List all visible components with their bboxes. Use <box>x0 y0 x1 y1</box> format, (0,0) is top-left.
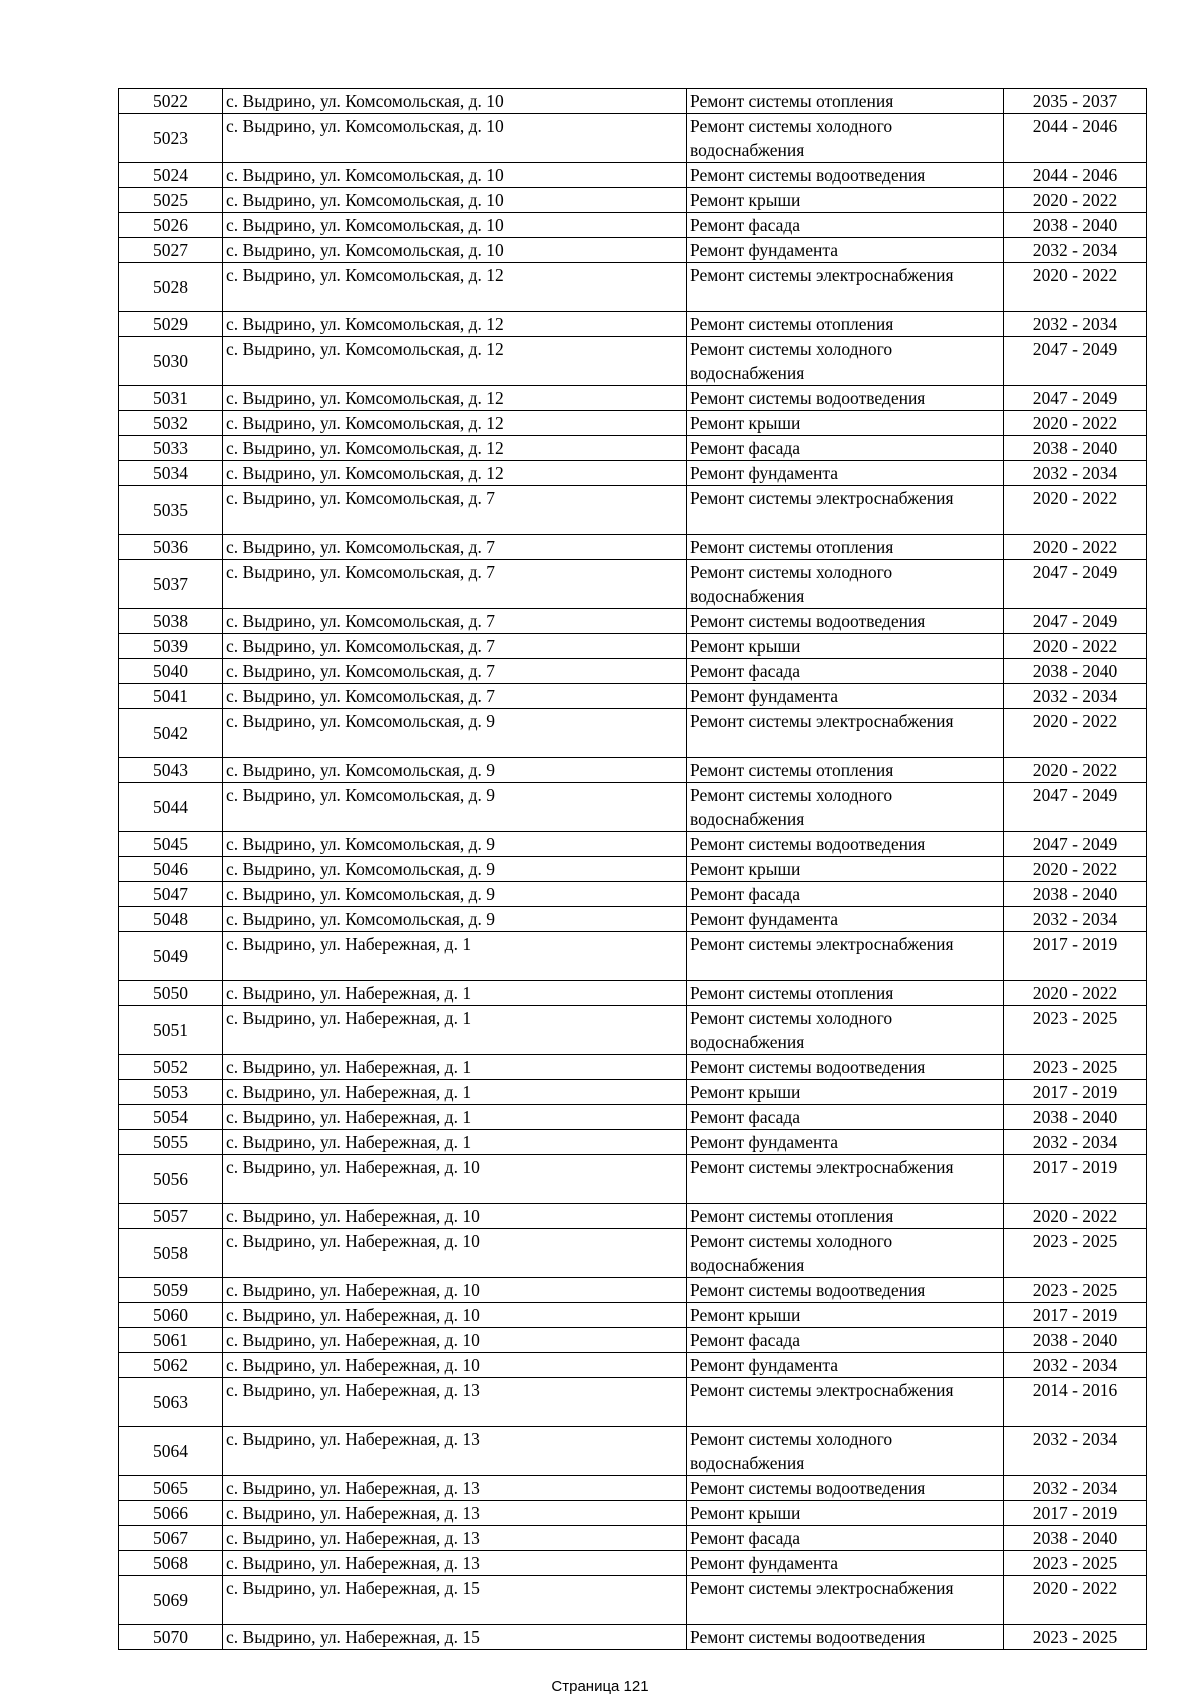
table-row <box>119 634 1147 659</box>
period-cell: 2032 - 2034 <box>1004 312 1147 337</box>
address-cell: с. Выдрино, ул. Набережная, д. 10 <box>223 1204 687 1229</box>
address-cell: с. Выдрино, ул. Комсомольская, д. 9 <box>223 907 687 932</box>
row-number-cell: 5049 <box>119 932 223 981</box>
table-row <box>119 1229 1147 1278</box>
row-number-cell: 5043 <box>119 758 223 783</box>
row-number-cell: 5044 <box>119 783 223 832</box>
period-cell: 2032 - 2034 <box>1004 684 1147 709</box>
period-cell: 2023 - 2025 <box>1004 1625 1147 1650</box>
period-cell: 2020 - 2022 <box>1004 758 1147 783</box>
address-cell: с. Выдрино, ул. Набережная, д. 1 <box>223 1080 687 1105</box>
address-cell: с. Выдрино, ул. Комсомольская, д. 7 <box>223 486 687 535</box>
address-cell: с. Выдрино, ул. Комсомольская, д. 10 <box>223 89 687 114</box>
period-cell: 2047 - 2049 <box>1004 783 1147 832</box>
table-row <box>119 857 1147 882</box>
work-type-cell: Ремонт системы отопления <box>687 1204 1004 1229</box>
row-number-cell: 5022 <box>119 89 223 114</box>
work-type-cell: Ремонт фундамента <box>687 238 1004 263</box>
period-cell: 2020 - 2022 <box>1004 981 1147 1006</box>
work-type-cell: Ремонт фасада <box>687 1526 1004 1551</box>
address-cell: с. Выдрино, ул. Комсомольская, д. 9 <box>223 709 687 758</box>
work-type-cell: Ремонт системы водоотведения <box>687 386 1004 411</box>
period-cell: 2038 - 2040 <box>1004 1328 1147 1353</box>
address-cell: с. Выдрино, ул. Набережная, д. 1 <box>223 1130 687 1155</box>
row-number-cell: 5052 <box>119 1055 223 1080</box>
row-number-cell: 5050 <box>119 981 223 1006</box>
row-number-cell: 5042 <box>119 709 223 758</box>
period-cell: 2020 - 2022 <box>1004 486 1147 535</box>
work-type-cell: Ремонт системы отопления <box>687 89 1004 114</box>
address-cell: с. Выдрино, ул. Набережная, д. 1 <box>223 1105 687 1130</box>
table-row <box>119 832 1147 857</box>
work-type-cell: Ремонт системы холодного водоснабжения <box>687 337 1004 386</box>
address-cell: с. Выдрино, ул. Комсомольская, д. 10 <box>223 163 687 188</box>
work-type-cell: Ремонт системы отопления <box>687 312 1004 337</box>
period-cell: 2020 - 2022 <box>1004 411 1147 436</box>
period-cell: 2047 - 2049 <box>1004 560 1147 609</box>
work-type-cell: Ремонт системы холодного водоснабжения <box>687 1229 1004 1278</box>
row-number-cell: 5025 <box>119 188 223 213</box>
period-cell: 2020 - 2022 <box>1004 709 1147 758</box>
period-cell: 2038 - 2040 <box>1004 659 1147 684</box>
address-cell: с. Выдрино, ул. Набережная, д. 1 <box>223 1055 687 1080</box>
row-number-cell: 5038 <box>119 609 223 634</box>
table-row <box>119 1155 1147 1204</box>
period-cell: 2017 - 2019 <box>1004 1501 1147 1526</box>
table-body <box>119 89 1147 1650</box>
table-row <box>119 783 1147 832</box>
period-cell: 2044 - 2046 <box>1004 163 1147 188</box>
table-row <box>119 1055 1147 1080</box>
work-type-cell: Ремонт системы холодного водоснабжения <box>687 783 1004 832</box>
table-row <box>119 709 1147 758</box>
table-row <box>119 932 1147 981</box>
table-row <box>119 1476 1147 1501</box>
work-type-cell: Ремонт системы электроснабжения <box>687 263 1004 312</box>
table-row <box>119 1105 1147 1130</box>
repair-schedule-table <box>118 88 1147 1650</box>
row-number-cell: 5046 <box>119 857 223 882</box>
address-cell: с. Выдрино, ул. Комсомольская, д. 9 <box>223 857 687 882</box>
work-type-cell: Ремонт фундамента <box>687 1130 1004 1155</box>
address-cell: с. Выдрино, ул. Комсомольская, д. 12 <box>223 436 687 461</box>
table-row <box>119 907 1147 932</box>
period-cell: 2038 - 2040 <box>1004 1526 1147 1551</box>
address-cell: с. Выдрино, ул. Комсомольская, д. 7 <box>223 560 687 609</box>
row-number-cell: 5069 <box>119 1576 223 1625</box>
period-cell: 2017 - 2019 <box>1004 1155 1147 1204</box>
work-type-cell: Ремонт системы электроснабжения <box>687 1576 1004 1625</box>
address-cell: с. Выдрино, ул. Набережная, д. 1 <box>223 1006 687 1055</box>
row-number-cell: 5064 <box>119 1427 223 1476</box>
address-cell: с. Выдрино, ул. Комсомольская, д. 10 <box>223 213 687 238</box>
work-type-cell: Ремонт крыши <box>687 188 1004 213</box>
row-number-cell: 5026 <box>119 213 223 238</box>
row-number-cell: 5063 <box>119 1378 223 1427</box>
row-number-cell: 5027 <box>119 238 223 263</box>
row-number-cell: 5067 <box>119 1526 223 1551</box>
work-type-cell: Ремонт фасада <box>687 659 1004 684</box>
table-row <box>119 684 1147 709</box>
address-cell: с. Выдрино, ул. Набережная, д. 10 <box>223 1155 687 1204</box>
period-cell: 2020 - 2022 <box>1004 535 1147 560</box>
table-row <box>119 163 1147 188</box>
address-cell: с. Выдрино, ул. Комсомольская, д. 12 <box>223 386 687 411</box>
period-cell: 2020 - 2022 <box>1004 1576 1147 1625</box>
table-row <box>119 436 1147 461</box>
work-type-cell: Ремонт фасада <box>687 882 1004 907</box>
work-type-cell: Ремонт фасада <box>687 436 1004 461</box>
table-row <box>119 188 1147 213</box>
table-row <box>119 238 1147 263</box>
period-cell: 2032 - 2034 <box>1004 1130 1147 1155</box>
address-cell: с. Выдрино, ул. Комсомольская, д. 10 <box>223 238 687 263</box>
row-number-cell: 5041 <box>119 684 223 709</box>
table-row <box>119 1278 1147 1303</box>
work-type-cell: Ремонт фундамента <box>687 684 1004 709</box>
row-number-cell: 5045 <box>119 832 223 857</box>
period-cell: 2023 - 2025 <box>1004 1006 1147 1055</box>
period-cell: 2038 - 2040 <box>1004 882 1147 907</box>
work-type-cell: Ремонт крыши <box>687 1080 1004 1105</box>
table-row <box>119 1080 1147 1105</box>
period-cell: 2032 - 2034 <box>1004 461 1147 486</box>
period-cell: 2023 - 2025 <box>1004 1055 1147 1080</box>
table-row <box>119 1204 1147 1229</box>
table-row <box>119 213 1147 238</box>
work-type-cell: Ремонт системы водоотведения <box>687 1476 1004 1501</box>
address-cell: с. Выдрино, ул. Комсомольская, д. 12 <box>223 263 687 312</box>
period-cell: 2038 - 2040 <box>1004 436 1147 461</box>
work-type-cell: Ремонт системы отопления <box>687 981 1004 1006</box>
row-number-cell: 5060 <box>119 1303 223 1328</box>
work-type-cell: Ремонт фундамента <box>687 461 1004 486</box>
table-row <box>119 659 1147 684</box>
table-row <box>119 560 1147 609</box>
row-number-cell: 5034 <box>119 461 223 486</box>
period-cell: 2038 - 2040 <box>1004 213 1147 238</box>
period-cell: 2020 - 2022 <box>1004 634 1147 659</box>
address-cell: с. Выдрино, ул. Набережная, д. 10 <box>223 1303 687 1328</box>
period-cell: 2032 - 2034 <box>1004 1353 1147 1378</box>
row-number-cell: 5053 <box>119 1080 223 1105</box>
work-type-cell: Ремонт системы электроснабжения <box>687 1378 1004 1427</box>
address-cell: с. Выдрино, ул. Набережная, д. 13 <box>223 1427 687 1476</box>
work-type-cell: Ремонт системы электроснабжения <box>687 709 1004 758</box>
address-cell: с. Выдрино, ул. Комсомольская, д. 10 <box>223 114 687 163</box>
work-type-cell: Ремонт фундамента <box>687 907 1004 932</box>
work-type-cell: Ремонт крыши <box>687 857 1004 882</box>
table-row <box>119 1378 1147 1427</box>
table-row <box>119 486 1147 535</box>
period-cell: 2047 - 2049 <box>1004 609 1147 634</box>
address-cell: с. Выдрино, ул. Комсомольская, д. 12 <box>223 411 687 436</box>
address-cell: с. Выдрино, ул. Комсомольская, д. 12 <box>223 337 687 386</box>
address-cell: с. Выдрино, ул. Набережная, д. 10 <box>223 1229 687 1278</box>
period-cell: 2020 - 2022 <box>1004 263 1147 312</box>
address-cell: с. Выдрино, ул. Набережная, д. 1 <box>223 932 687 981</box>
period-cell: 2047 - 2049 <box>1004 337 1147 386</box>
table-row <box>119 89 1147 114</box>
work-type-cell: Ремонт системы электроснабжения <box>687 1155 1004 1204</box>
table-row <box>119 263 1147 312</box>
period-cell: 2032 - 2034 <box>1004 1476 1147 1501</box>
address-cell: с. Выдрино, ул. Набережная, д. 10 <box>223 1278 687 1303</box>
period-cell: 2023 - 2025 <box>1004 1551 1147 1576</box>
address-cell: с. Выдрино, ул. Набережная, д. 15 <box>223 1625 687 1650</box>
address-cell: с. Выдрино, ул. Набережная, д. 13 <box>223 1551 687 1576</box>
row-number-cell: 5047 <box>119 882 223 907</box>
work-type-cell: Ремонт системы отопления <box>687 535 1004 560</box>
work-type-cell: Ремонт крыши <box>687 411 1004 436</box>
address-cell: с. Выдрино, ул. Комсомольская, д. 7 <box>223 684 687 709</box>
table-row <box>119 1625 1147 1650</box>
period-cell: 2017 - 2019 <box>1004 1080 1147 1105</box>
work-type-cell: Ремонт системы водоотведения <box>687 1278 1004 1303</box>
work-type-cell: Ремонт системы отопления <box>687 758 1004 783</box>
row-number-cell: 5033 <box>119 436 223 461</box>
table-row <box>119 337 1147 386</box>
address-cell: с. Выдрино, ул. Комсомольская, д. 7 <box>223 634 687 659</box>
period-cell: 2047 - 2049 <box>1004 832 1147 857</box>
table-row <box>119 981 1147 1006</box>
period-cell: 2035 - 2037 <box>1004 89 1147 114</box>
address-cell: с. Выдрино, ул. Набережная, д. 13 <box>223 1378 687 1427</box>
period-cell: 2023 - 2025 <box>1004 1229 1147 1278</box>
page-footer: Страница 121 <box>551 1678 649 1695</box>
work-type-cell: Ремонт фундамента <box>687 1551 1004 1576</box>
address-cell: с. Выдрино, ул. Набережная, д. 15 <box>223 1576 687 1625</box>
work-type-cell: Ремонт фундамента <box>687 1353 1004 1378</box>
table-row <box>119 1576 1147 1625</box>
table-row <box>119 1501 1147 1526</box>
table-row <box>119 312 1147 337</box>
row-number-cell: 5035 <box>119 486 223 535</box>
table-row <box>119 882 1147 907</box>
address-cell: с. Выдрино, ул. Набережная, д. 13 <box>223 1526 687 1551</box>
row-number-cell: 5036 <box>119 535 223 560</box>
address-cell: с. Выдрино, ул. Комсомольская, д. 7 <box>223 609 687 634</box>
row-number-cell: 5068 <box>119 1551 223 1576</box>
address-cell: с. Выдрино, ул. Комсомольская, д. 12 <box>223 461 687 486</box>
row-number-cell: 5054 <box>119 1105 223 1130</box>
row-number-cell: 5051 <box>119 1006 223 1055</box>
row-number-cell: 5061 <box>119 1328 223 1353</box>
row-number-cell: 5056 <box>119 1155 223 1204</box>
period-cell: 2020 - 2022 <box>1004 1204 1147 1229</box>
row-number-cell: 5048 <box>119 907 223 932</box>
row-number-cell: 5023 <box>119 114 223 163</box>
table-row <box>119 1551 1147 1576</box>
table-row <box>119 1526 1147 1551</box>
period-cell: 2020 - 2022 <box>1004 188 1147 213</box>
table-row <box>119 461 1147 486</box>
row-number-cell: 5057 <box>119 1204 223 1229</box>
row-number-cell: 5065 <box>119 1476 223 1501</box>
period-cell: 2032 - 2034 <box>1004 1427 1147 1476</box>
row-number-cell: 5029 <box>119 312 223 337</box>
address-cell: с. Выдрино, ул. Комсомольская, д. 7 <box>223 659 687 684</box>
address-cell: с. Выдрино, ул. Набережная, д. 1 <box>223 981 687 1006</box>
row-number-cell: 5059 <box>119 1278 223 1303</box>
table-row <box>119 535 1147 560</box>
row-number-cell: 5037 <box>119 560 223 609</box>
period-cell: 2044 - 2046 <box>1004 114 1147 163</box>
table-row <box>119 386 1147 411</box>
period-cell: 2017 - 2019 <box>1004 1303 1147 1328</box>
period-cell: 2032 - 2034 <box>1004 907 1147 932</box>
address-cell: с. Выдрино, ул. Комсомольская, д. 12 <box>223 312 687 337</box>
table-row <box>119 758 1147 783</box>
work-type-cell: Ремонт системы электроснабжения <box>687 932 1004 981</box>
period-cell: 2038 - 2040 <box>1004 1105 1147 1130</box>
address-cell: с. Выдрино, ул. Комсомольская, д. 9 <box>223 783 687 832</box>
period-cell: 2017 - 2019 <box>1004 932 1147 981</box>
table-row <box>119 1353 1147 1378</box>
work-type-cell: Ремонт системы электроснабжения <box>687 486 1004 535</box>
row-number-cell: 5030 <box>119 337 223 386</box>
work-type-cell: Ремонт системы водоотведения <box>687 163 1004 188</box>
work-type-cell: Ремонт системы водоотведения <box>687 1055 1004 1080</box>
table-row <box>119 1006 1147 1055</box>
work-type-cell: Ремонт крыши <box>687 1303 1004 1328</box>
table-row <box>119 1328 1147 1353</box>
period-cell: 2014 - 2016 <box>1004 1378 1147 1427</box>
row-number-cell: 5040 <box>119 659 223 684</box>
row-number-cell: 5070 <box>119 1625 223 1650</box>
work-type-cell: Ремонт системы водоотведения <box>687 832 1004 857</box>
row-number-cell: 5032 <box>119 411 223 436</box>
period-cell: 2023 - 2025 <box>1004 1278 1147 1303</box>
work-type-cell: Ремонт фасада <box>687 1328 1004 1353</box>
period-cell: 2032 - 2034 <box>1004 238 1147 263</box>
work-type-cell: Ремонт системы холодного водоснабжения <box>687 114 1004 163</box>
work-type-cell: Ремонт системы холодного водоснабжения <box>687 1427 1004 1476</box>
row-number-cell: 5024 <box>119 163 223 188</box>
work-type-cell: Ремонт фасада <box>687 1105 1004 1130</box>
row-number-cell: 5031 <box>119 386 223 411</box>
table-row <box>119 114 1147 163</box>
table-row <box>119 1427 1147 1476</box>
address-cell: с. Выдрино, ул. Набережная, д. 10 <box>223 1328 687 1353</box>
address-cell: с. Выдрино, ул. Комсомольская, д. 7 <box>223 535 687 560</box>
row-number-cell: 5058 <box>119 1229 223 1278</box>
address-cell: с. Выдрино, ул. Комсомольская, д. 9 <box>223 758 687 783</box>
address-cell: с. Выдрино, ул. Комсомольская, д. 9 <box>223 882 687 907</box>
work-type-cell: Ремонт крыши <box>687 634 1004 659</box>
table-row <box>119 609 1147 634</box>
table-row <box>119 411 1147 436</box>
address-cell: с. Выдрино, ул. Набережная, д. 13 <box>223 1501 687 1526</box>
work-type-cell: Ремонт системы холодного водоснабжения <box>687 1006 1004 1055</box>
address-cell: с. Выдрино, ул. Набережная, д. 13 <box>223 1476 687 1501</box>
work-type-cell: Ремонт системы водоотведения <box>687 609 1004 634</box>
work-type-cell: Ремонт системы водоотведения <box>687 1625 1004 1650</box>
row-number-cell: 5066 <box>119 1501 223 1526</box>
period-cell: 2047 - 2049 <box>1004 386 1147 411</box>
address-cell: с. Выдрино, ул. Комсомольская, д. 10 <box>223 188 687 213</box>
period-cell: 2020 - 2022 <box>1004 857 1147 882</box>
table-row <box>119 1303 1147 1328</box>
work-type-cell: Ремонт системы холодного водоснабжения <box>687 560 1004 609</box>
row-number-cell: 5039 <box>119 634 223 659</box>
address-cell: с. Выдрино, ул. Комсомольская, д. 9 <box>223 832 687 857</box>
row-number-cell: 5062 <box>119 1353 223 1378</box>
work-type-cell: Ремонт фасада <box>687 213 1004 238</box>
table-row <box>119 1130 1147 1155</box>
row-number-cell: 5055 <box>119 1130 223 1155</box>
address-cell: с. Выдрино, ул. Набережная, д. 10 <box>223 1353 687 1378</box>
work-type-cell: Ремонт крыши <box>687 1501 1004 1526</box>
row-number-cell: 5028 <box>119 263 223 312</box>
